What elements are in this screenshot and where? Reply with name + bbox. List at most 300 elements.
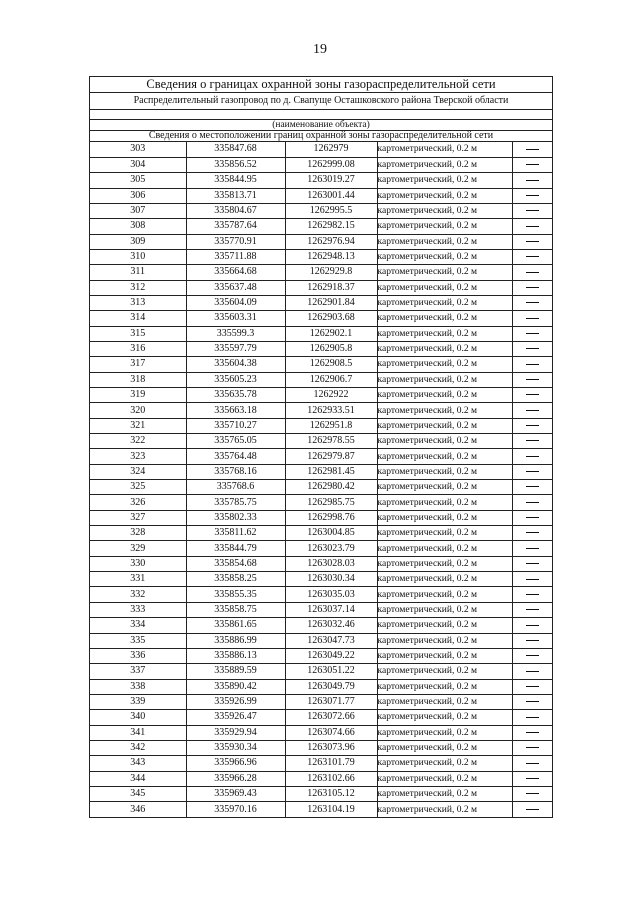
note-cell [512,618,552,633]
method-cell: картометрический, 0.2 м [377,633,512,648]
y-coordinate-cell: 1263073.96 [285,740,377,755]
dash-mark [526,532,539,533]
x-coordinate-cell: 335886.13 [186,648,285,663]
point-number-cell: 309 [90,234,186,249]
point-number-cell: 330 [90,556,186,571]
method-cell: картометрический, 0.2 м [377,694,512,709]
point-number-cell: 341 [90,725,186,740]
method-cell: картометрический, 0.2 м [377,280,512,295]
x-coordinate-cell: 335637.48 [186,280,285,295]
note-cell [512,311,552,326]
dash-mark [526,809,539,810]
y-coordinate-cell: 1262981.45 [285,464,377,479]
method-cell: картометрический, 0.2 м [377,372,512,387]
dash-mark [526,241,539,242]
point-number-cell: 313 [90,295,186,310]
y-coordinate-cell: 1262998.76 [285,510,377,525]
table-row [90,664,552,679]
dash-mark [526,486,539,487]
method-cell: картометрический, 0.2 м [377,464,512,479]
method-cell: картометрический, 0.2 м [377,142,512,157]
table-row [90,786,552,801]
x-coordinate-cell: 335970.16 [186,802,285,817]
table-row [90,449,552,464]
table-row [90,280,552,295]
document-title: Сведения о границах охранной зоны газораспределительной сети [90,77,552,93]
dash-mark [526,180,539,181]
note-cell [512,173,552,188]
note-cell [512,679,552,694]
note-cell [512,541,552,556]
method-cell: картометрический, 0.2 м [377,710,512,725]
method-cell: картометрический, 0.2 м [377,587,512,602]
x-coordinate-cell: 335605.23 [186,372,285,387]
x-coordinate-cell: 335847.68 [186,142,285,157]
table-row [90,265,552,280]
dash-mark [526,364,539,365]
point-number-cell: 334 [90,618,186,633]
y-coordinate-cell: 1263101.79 [285,756,377,771]
y-coordinate-cell: 1263105.12 [285,786,377,801]
dash-mark [526,195,539,196]
dash-mark [526,318,539,319]
dash-mark [526,717,539,718]
note-cell [512,464,552,479]
point-number-cell: 311 [90,265,186,280]
point-number-cell: 336 [90,648,186,663]
note-cell [512,157,552,172]
table-row [90,572,552,587]
method-cell: картометрический, 0.2 м [377,434,512,449]
x-coordinate-cell: 335811.62 [186,526,285,541]
dash-mark [526,609,539,610]
dash-mark [526,456,539,457]
table-row [90,372,552,387]
table-row [90,173,552,188]
x-coordinate-cell: 335890.42 [186,679,285,694]
note-cell [512,664,552,679]
point-number-cell: 327 [90,510,186,525]
dash-mark [526,256,539,257]
x-coordinate-cell: 335969.43 [186,786,285,801]
point-number-cell: 340 [90,710,186,725]
point-number-cell: 315 [90,326,186,341]
dash-mark [526,272,539,273]
method-cell: картометрический, 0.2 м [377,602,512,617]
y-coordinate-cell: 1262906.7 [285,372,377,387]
note-cell [512,572,552,587]
table-row [90,740,552,755]
point-number-cell: 325 [90,480,186,495]
note-cell [512,372,552,387]
dash-mark [526,502,539,503]
point-number-cell: 333 [90,602,186,617]
dash-mark [526,517,539,518]
x-coordinate-cell: 335603.31 [186,311,285,326]
method-cell: картометрический, 0.2 м [377,403,512,418]
y-coordinate-cell: 1263032.46 [285,618,377,633]
method-cell: картометрический, 0.2 м [377,495,512,510]
y-coordinate-cell: 1262903.68 [285,311,377,326]
note-cell [512,771,552,786]
y-coordinate-cell: 1262905.8 [285,341,377,356]
table-row [90,541,552,556]
x-coordinate-cell: 335802.33 [186,510,285,525]
method-cell: картометрический, 0.2 м [377,556,512,571]
note-cell [512,510,552,525]
dash-mark [526,671,539,672]
method-cell: картометрический, 0.2 м [377,173,512,188]
y-coordinate-cell: 1263028.03 [285,556,377,571]
method-cell: картометрический, 0.2 м [377,679,512,694]
y-coordinate-cell: 1262902.1 [285,326,377,341]
table-row [90,219,552,234]
dash-mark [526,379,539,380]
x-coordinate-cell: 335858.25 [186,572,285,587]
note-cell [512,295,552,310]
x-coordinate-cell: 335844.79 [186,541,285,556]
table-row [90,526,552,541]
table-row [90,234,552,249]
point-number-cell: 323 [90,449,186,464]
note-cell [512,388,552,403]
y-coordinate-cell: 1263072.66 [285,710,377,725]
method-cell: картометрический, 0.2 м [377,418,512,433]
dash-mark [526,686,539,687]
y-coordinate-cell: 1263049.79 [285,679,377,694]
point-number-cell: 343 [90,756,186,771]
y-coordinate-cell: 1262982.15 [285,219,377,234]
dash-mark [526,579,539,580]
note-cell [512,740,552,755]
x-coordinate-cell: 335930.34 [186,740,285,755]
method-cell: картометрический, 0.2 м [377,311,512,326]
point-number-cell: 346 [90,802,186,817]
point-number-cell: 316 [90,341,186,356]
y-coordinate-cell: 1263001.44 [285,188,377,203]
x-coordinate-cell: 335858.75 [186,602,285,617]
dash-mark [526,348,539,349]
x-coordinate-cell: 335966.96 [186,756,285,771]
x-coordinate-cell: 335664.68 [186,265,285,280]
table-row [90,556,552,571]
note-cell [512,188,552,203]
method-cell: картометрический, 0.2 м [377,357,512,372]
page-number: 19 [313,42,327,57]
dash-mark [526,425,539,426]
x-coordinate-cell: 335604.09 [186,295,285,310]
point-number-cell: 326 [90,495,186,510]
table-row [90,771,552,786]
note-cell [512,587,552,602]
point-number-cell: 310 [90,249,186,264]
point-number-cell: 331 [90,572,186,587]
dash-mark [526,149,539,150]
point-number-cell: 344 [90,771,186,786]
point-number-cell: 345 [90,786,186,801]
table-row [90,357,552,372]
x-coordinate-cell: 335855.35 [186,587,285,602]
dash-mark [526,164,539,165]
table-row [90,694,552,709]
point-number-cell: 307 [90,203,186,218]
dash-mark [526,440,539,441]
x-coordinate-cell: 335856.52 [186,157,285,172]
table-row [90,510,552,525]
table-row [90,157,552,172]
point-number-cell: 324 [90,464,186,479]
point-number-cell: 328 [90,526,186,541]
x-coordinate-cell: 335768.16 [186,464,285,479]
x-coordinate-cell: 335889.59 [186,664,285,679]
y-coordinate-cell: 1262985.75 [285,495,377,510]
table-row [90,388,552,403]
note-cell [512,403,552,418]
header-spacer [90,110,552,120]
method-cell: картометрический, 0.2 м [377,740,512,755]
note-cell [512,756,552,771]
y-coordinate-cell: 1262901.84 [285,295,377,310]
method-cell: картометрический, 0.2 м [377,786,512,801]
table-row [90,464,552,479]
method-cell: картометрический, 0.2 м [377,326,512,341]
table-row [90,710,552,725]
y-coordinate-cell: 1262918.37 [285,280,377,295]
table-row [90,648,552,663]
point-number-cell: 320 [90,403,186,418]
note-cell [512,694,552,709]
y-coordinate-cell: 1263102.66 [285,771,377,786]
y-coordinate-cell: 1263030.34 [285,572,377,587]
x-coordinate-cell: 335764.48 [186,449,285,464]
point-number-cell: 332 [90,587,186,602]
note-cell [512,648,552,663]
x-coordinate-cell: 335710.27 [186,418,285,433]
note-cell [512,249,552,264]
dash-mark [526,563,539,564]
note-cell [512,219,552,234]
table-row [90,587,552,602]
table-row [90,495,552,510]
table-row [90,188,552,203]
section-title: Сведения о местоположении границ охранной зоны газораспределительной сети [90,131,552,142]
y-coordinate-cell: 1262979 [285,142,377,157]
x-coordinate-cell: 335966.28 [186,771,285,786]
dash-mark [526,394,539,395]
table-row [90,802,552,817]
note-cell [512,357,552,372]
point-number-cell: 306 [90,188,186,203]
x-coordinate-cell: 335597.79 [186,341,285,356]
y-coordinate-cell: 1263037.14 [285,602,377,617]
note-cell [512,203,552,218]
x-coordinate-cell: 335813.71 [186,188,285,203]
dash-mark [526,302,539,303]
y-coordinate-cell: 1262976.94 [285,234,377,249]
method-cell: картометрический, 0.2 м [377,725,512,740]
note-cell [512,280,552,295]
method-cell: картометрический, 0.2 м [377,341,512,356]
y-coordinate-cell: 1263071.77 [285,694,377,709]
y-coordinate-cell: 1263074.66 [285,725,377,740]
dash-mark [526,763,539,764]
y-coordinate-cell: 1262979.87 [285,449,377,464]
method-cell: картометрический, 0.2 м [377,756,512,771]
dash-mark [526,226,539,227]
x-coordinate-cell: 335711.88 [186,249,285,264]
table-row [90,403,552,418]
x-coordinate-cell: 335604.38 [186,357,285,372]
table-row [90,725,552,740]
method-cell: картометрический, 0.2 м [377,295,512,310]
table-row [90,311,552,326]
table-row [90,618,552,633]
dash-mark [526,625,539,626]
y-coordinate-cell: 1263047.73 [285,633,377,648]
dash-mark [526,701,539,702]
note-cell [512,142,552,157]
method-cell: картометрический, 0.2 м [377,802,512,817]
point-number-cell: 303 [90,142,186,157]
point-number-cell: 337 [90,664,186,679]
dash-mark [526,655,539,656]
method-cell: картометрический, 0.2 м [377,234,512,249]
dash-mark [526,210,539,211]
y-coordinate-cell: 1262995.5 [285,203,377,218]
dash-mark [526,410,539,411]
point-number-cell: 342 [90,740,186,755]
method-cell: картометрический, 0.2 м [377,771,512,786]
x-coordinate-cell: 335926.47 [186,710,285,725]
note-cell [512,633,552,648]
dash-mark [526,747,539,748]
dash-mark [526,594,539,595]
note-cell [512,480,552,495]
dash-mark [526,793,539,794]
method-cell: картометрический, 0.2 м [377,618,512,633]
x-coordinate-cell: 335787.64 [186,219,285,234]
note-cell [512,434,552,449]
dash-mark [526,732,539,733]
method-cell: картометрический, 0.2 м [377,219,512,234]
point-number-cell: 312 [90,280,186,295]
note-cell [512,802,552,817]
x-coordinate-cell: 335663.18 [186,403,285,418]
note-cell [512,326,552,341]
x-coordinate-cell: 335768.6 [186,480,285,495]
note-cell [512,449,552,464]
y-coordinate-cell: 1263049.22 [285,648,377,663]
table-row [90,203,552,218]
dash-mark [526,471,539,472]
table-row [90,756,552,771]
note-cell [512,556,552,571]
boundary-sheet [89,76,553,818]
point-number-cell: 319 [90,388,186,403]
x-coordinate-cell: 335785.75 [186,495,285,510]
y-coordinate-cell: 1263004.85 [285,526,377,541]
table-row [90,633,552,648]
method-cell: картометрический, 0.2 м [377,572,512,587]
method-cell: картометрический, 0.2 м [377,388,512,403]
dash-mark [526,333,539,334]
method-cell: картометрический, 0.2 м [377,648,512,663]
y-coordinate-cell: 1263035.03 [285,587,377,602]
x-coordinate-cell: 335844.95 [186,173,285,188]
method-cell: картометрический, 0.2 м [377,449,512,464]
point-number-cell: 305 [90,173,186,188]
y-coordinate-cell: 1262933.51 [285,403,377,418]
note-cell [512,710,552,725]
x-coordinate-cell: 335770.91 [186,234,285,249]
table-row [90,418,552,433]
dash-mark [526,640,539,641]
x-coordinate-cell: 335929.94 [186,725,285,740]
note-cell [512,418,552,433]
point-number-cell: 329 [90,541,186,556]
y-coordinate-cell: 1262948.13 [285,249,377,264]
dash-mark [526,287,539,288]
point-number-cell: 314 [90,311,186,326]
x-coordinate-cell: 335765.05 [186,434,285,449]
method-cell: картометрический, 0.2 м [377,157,512,172]
note-cell [512,725,552,740]
table-row [90,341,552,356]
method-cell: картометрический, 0.2 м [377,664,512,679]
x-coordinate-cell: 335886.99 [186,633,285,648]
table-row [90,679,552,694]
note-cell [512,786,552,801]
y-coordinate-cell: 1262922 [285,388,377,403]
point-number-cell: 318 [90,372,186,387]
point-number-cell: 339 [90,694,186,709]
note-cell [512,495,552,510]
y-coordinate-cell: 1262999.08 [285,157,377,172]
x-coordinate-cell: 335926.99 [186,694,285,709]
y-coordinate-cell: 1263104.19 [285,802,377,817]
method-cell: картометрический, 0.2 м [377,541,512,556]
note-cell [512,265,552,280]
point-number-cell: 338 [90,679,186,694]
table-row [90,295,552,310]
note-cell [512,341,552,356]
x-coordinate-cell: 335804.67 [186,203,285,218]
x-coordinate-cell: 335635.78 [186,388,285,403]
method-cell: картометрический, 0.2 м [377,265,512,280]
y-coordinate-cell: 1262978.55 [285,434,377,449]
object-caption: (наименование объекта) [90,120,552,131]
point-number-cell: 308 [90,219,186,234]
y-coordinate-cell: 1263019.27 [285,173,377,188]
table-row [90,602,552,617]
method-cell: картометрический, 0.2 м [377,510,512,525]
table-row [90,480,552,495]
table-row [90,326,552,341]
x-coordinate-cell: 335854.68 [186,556,285,571]
dash-mark [526,548,539,549]
method-cell: картометрический, 0.2 м [377,249,512,264]
method-cell: картометрический, 0.2 м [377,526,512,541]
x-coordinate-cell: 335599.3 [186,326,285,341]
dash-mark [526,778,539,779]
object-name: Распределительный газопровод по д. Свапуще Осташковского района Тверской области [90,93,552,110]
note-cell [512,602,552,617]
y-coordinate-cell: 1262951.8 [285,418,377,433]
table-row [90,249,552,264]
y-coordinate-cell: 1263051.22 [285,664,377,679]
y-coordinate-cell: 1263023.79 [285,541,377,556]
table-row [90,434,552,449]
